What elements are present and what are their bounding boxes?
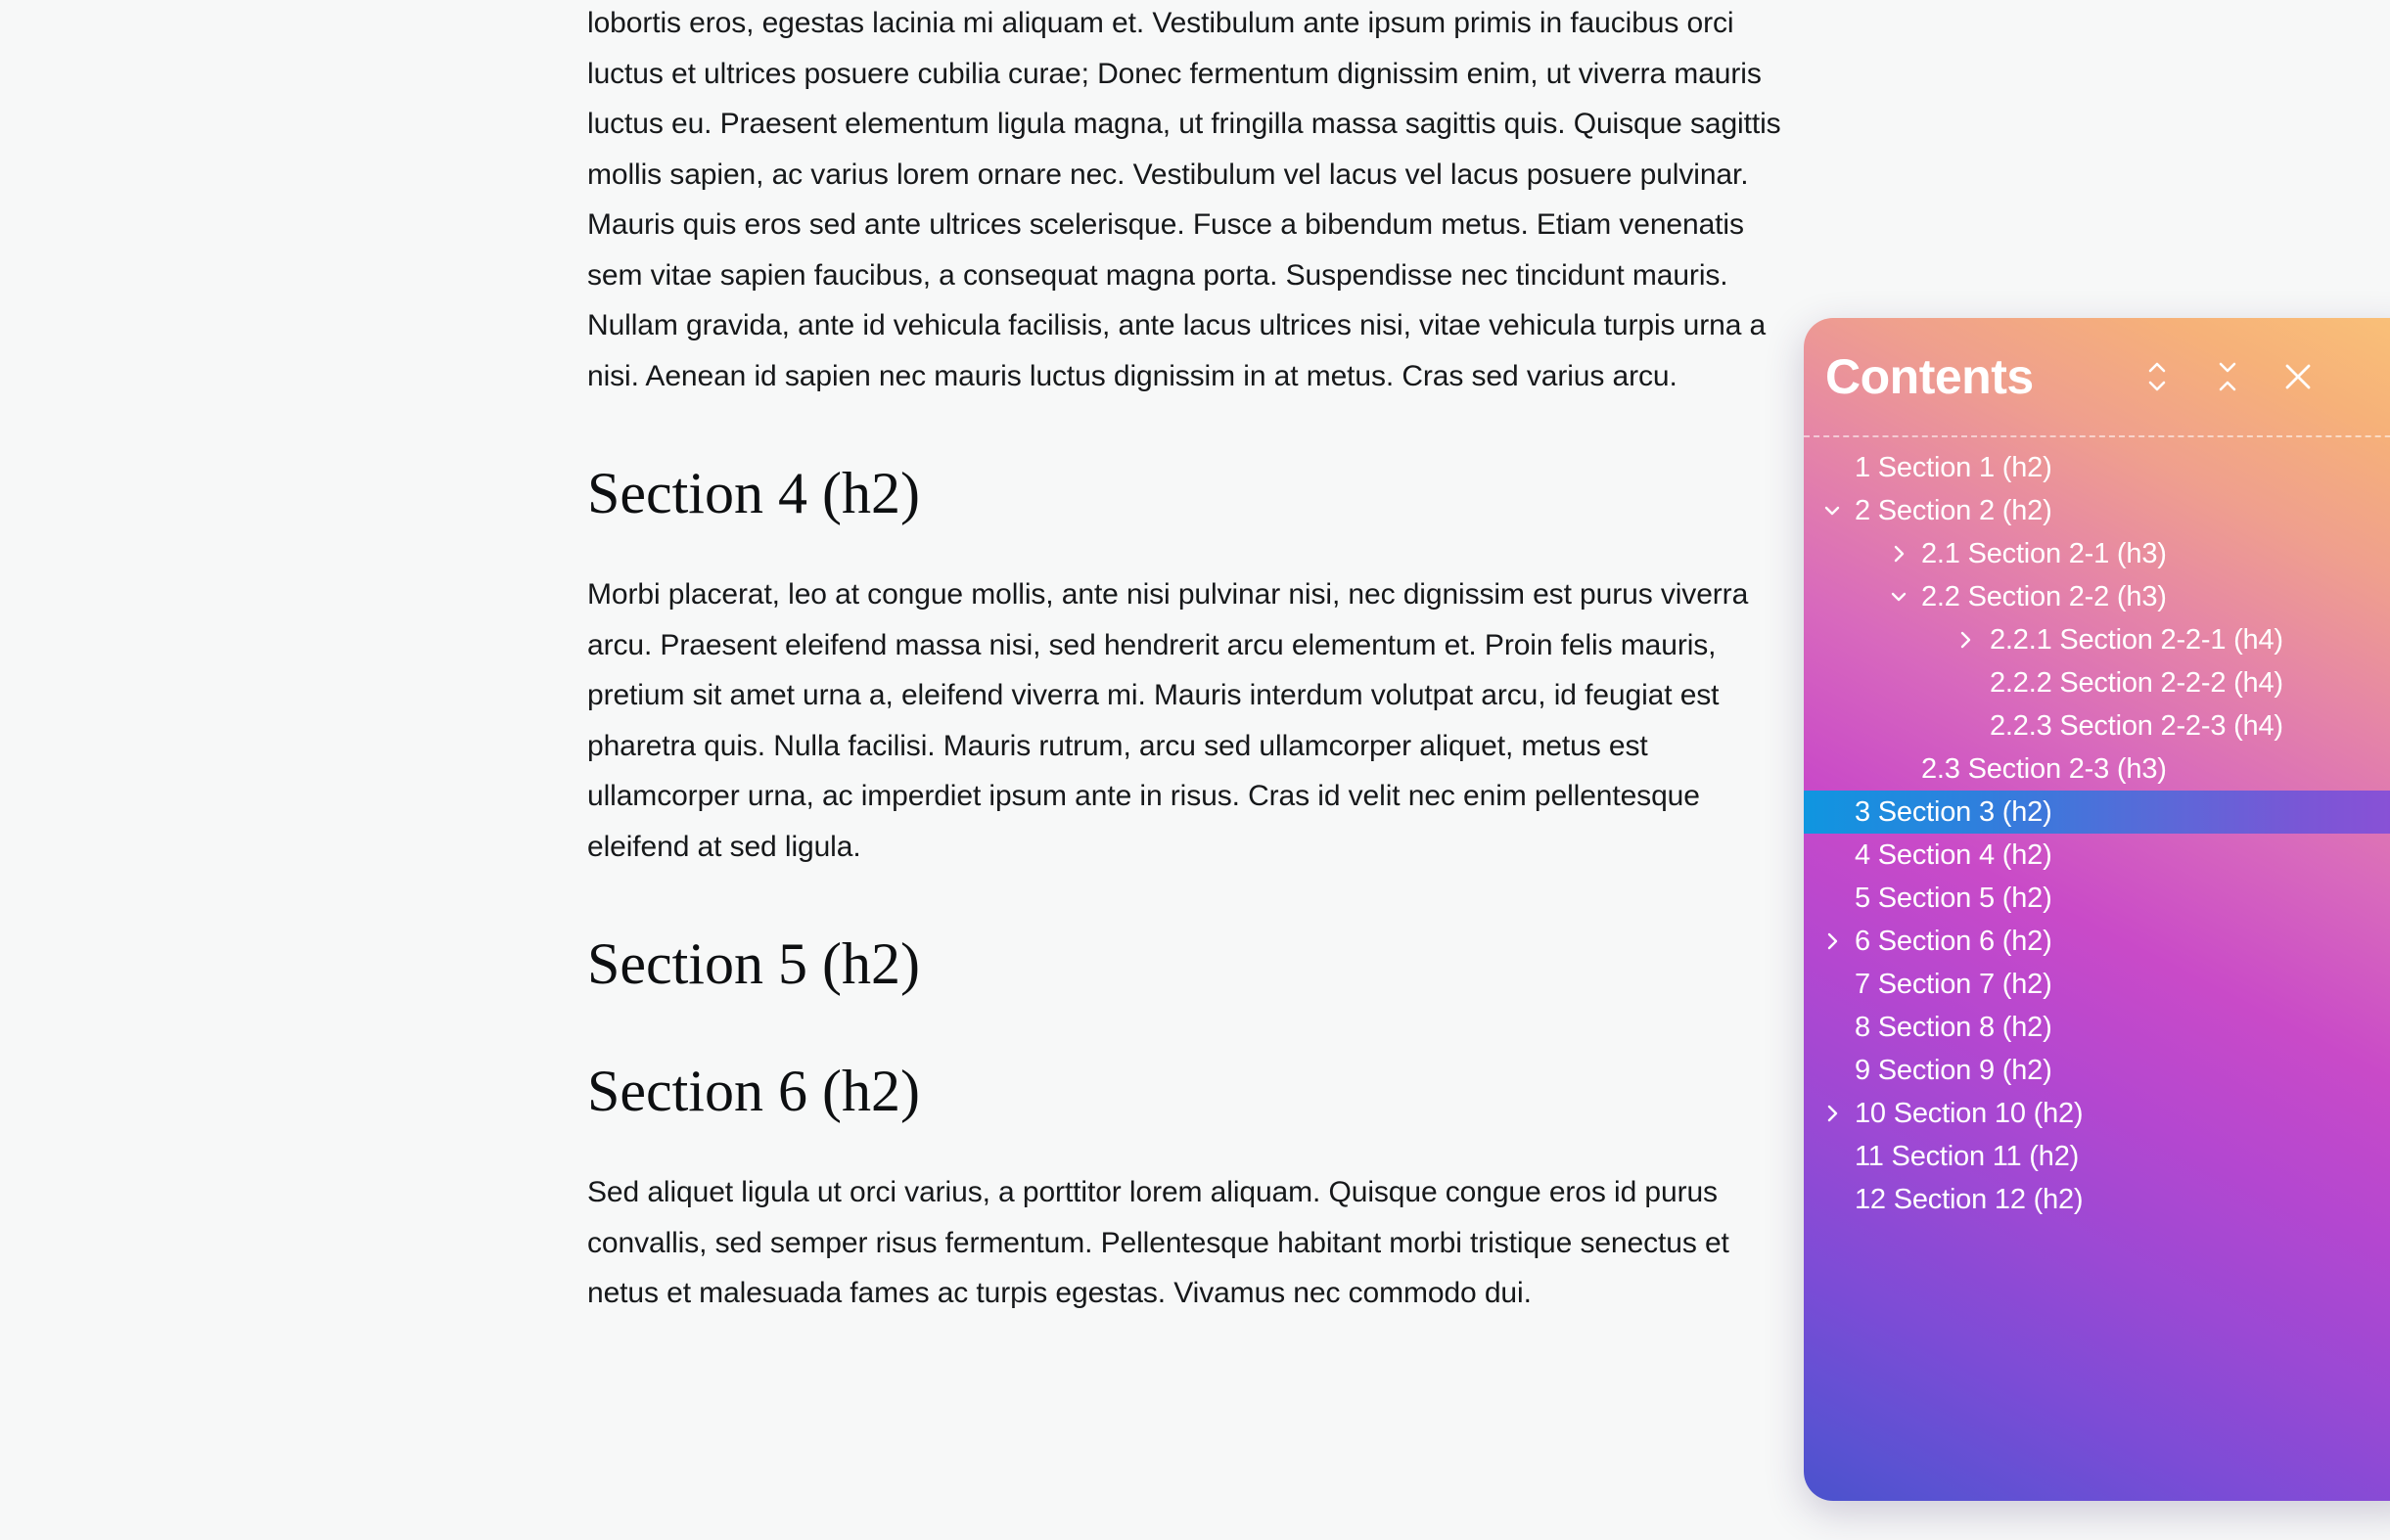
toc-list	[1804, 437, 2390, 1237]
toc-item-row	[1804, 1011, 2390, 1043]
document-paragraph: Sed aliquet ligula ut orci varius, a porttitor lorem aliquam. Quisque congue eros id purus convallis, sed semper risus fermentum. Pellentesque habitant morbi tristique senectus et netus et malesuada fames ac turpis egestas. Vivamus nec commodo dui.	[587, 1176, 1729, 1309]
toc-item[interactable]	[1804, 791, 2390, 834]
toc-item[interactable]	[1804, 920, 2390, 963]
toc-item[interactable]	[1804, 963, 2390, 1006]
toc-item[interactable]	[1804, 1135, 2390, 1178]
toc-item-label: 2 Section 2 (h2)	[1855, 494, 2052, 526]
toc-item[interactable]	[1804, 877, 2390, 920]
toc-item-row	[1804, 752, 2390, 785]
toc-item[interactable]	[1804, 532, 2390, 575]
toc-item-row	[1804, 623, 2390, 656]
close-icon	[2282, 361, 2314, 392]
toc-item-row	[1804, 925, 2390, 957]
chevron-right-icon[interactable]	[1819, 929, 1845, 954]
toc-item-label: 2.1 Section 2-1 (h3)	[1921, 537, 2167, 569]
toc-item-row	[1804, 1140, 2390, 1172]
toc-item-label: 5 Section 5 (h2)	[1855, 882, 2052, 914]
document-paragraph: Morbi placerat, leo at congue mollis, ante nisi pulvinar nisi, nec dignissim est purus viverra arcu. Praesent eleifend massa nisi, sed hendrerit arcu elementum et. Proin felis mauris, pretium sit amet urna a, eleifend viverra mi. Mauris interdum volutpat arcu, id feugiat est pharetra quis. Nulla facilisi. Mauris rutrum, arcu sed ullamcorper aliquet, metus est ullamcorper urna, ac imperdiet ipsum ante in risus. Cras id velit nec enim pellentesque eleifend at sed ligula.	[587, 578, 1749, 863]
toc-item-row	[1804, 884, 2390, 913]
toc-item[interactable]	[1804, 1049, 2390, 1092]
toc-item-label: 4 Section 4 (h2)	[1855, 838, 2052, 871]
toc-header[interactable]	[1804, 318, 2390, 435]
toc-item-label: 3 Section 3 (h2)	[1855, 795, 2052, 828]
chevron-down-up-icon	[2216, 360, 2239, 393]
toc-item[interactable]	[1804, 618, 2390, 661]
toc-item-row	[1804, 1054, 2390, 1086]
toc-item[interactable]	[1804, 704, 2390, 747]
chevron-up-down-icon	[2145, 360, 2169, 393]
collapse-all-button[interactable]	[2211, 356, 2244, 397]
close-button[interactable]	[2281, 356, 2315, 397]
document-heading: Section 5 (h2)	[587, 931, 920, 996]
document-paragraph: lobortis eros, egestas lacinia mi aliquam et. Vestibulum ante ipsum primis in faucibus orci luctus et ultrices posuere cubilia curae; Donec fermentum dignissim enim, ut viverra mauris luctus eu. Praesent elementum ligula magna, ut fringilla massa sagittis quis. Quisque sagittis mollis sapien, ac varius lorem ornare nec. Vestibulum vel lacus vel lacus posuere pulvinar. Mauris quis eros sed ante ultrices scelerisque. Fusce a bibendum metus. Etiam venenatis sem vitae sapien faucibus, a consequat magna porta. Suspendisse nec tincidunt mauris. Nullam gravida, ante id vehicula facilisis, ante lacus ultrices nisi, vitae vehicula turpis urna a nisi. Aenean id sapien nec mauris luctus dignissim in at metus. Cras sed varius arcu.	[587, 7, 1781, 392]
toc-item-label: 2.3 Section 2-3 (h3)	[1921, 752, 2167, 785]
chevron-right-icon[interactable]	[1819, 1101, 1845, 1126]
toc-item[interactable]	[1804, 747, 2390, 791]
toc-item-label: 2.2 Section 2-2 (h3)	[1921, 580, 2167, 612]
toc-item-label: 10 Section 10 (h2)	[1855, 1097, 2084, 1129]
document-heading: Section 6 (h2)	[587, 1059, 920, 1123]
toc-item-row	[1804, 838, 2390, 871]
toc-item-row	[1804, 666, 2390, 699]
table-of-contents-panel[interactable]	[1804, 318, 2390, 1501]
toc-item-row	[1804, 1097, 2390, 1129]
toc-item-row	[1804, 795, 2390, 828]
toc-item-label: 2.2.3 Section 2-2-3 (h4)	[1990, 709, 2283, 742]
toc-item[interactable]	[1804, 1006, 2390, 1049]
toc-item-row	[1804, 494, 2390, 526]
toc-item-label: 11 Section 11 (h2)	[1855, 1140, 2080, 1172]
toc-item-label: 12 Section 12 (h2)	[1855, 1183, 2084, 1215]
chevron-right-icon[interactable]	[1953, 627, 1978, 653]
toc-item[interactable]	[1804, 834, 2390, 877]
toc-item[interactable]	[1804, 661, 2390, 704]
toc-item-label: 1 Section 1 (h2)	[1855, 451, 2052, 483]
chevron-down-icon[interactable]	[1819, 498, 1845, 523]
toc-item[interactable]	[1804, 489, 2390, 532]
toc-item-row	[1804, 968, 2390, 1000]
chevron-down-icon[interactable]	[1886, 584, 1911, 610]
toc-item[interactable]	[1804, 446, 2390, 489]
toc-item[interactable]	[1804, 1178, 2390, 1221]
toc-item-label: 9 Section 9 (h2)	[1855, 1054, 2052, 1086]
toc-title: Contents	[1825, 349, 2034, 404]
document-content	[587, 0, 1811, 1319]
toc-item-row	[1804, 451, 2390, 483]
toc-item-label: 7 Section 7 (h2)	[1855, 968, 2052, 1000]
toc-header-actions	[2140, 356, 2315, 397]
toc-item-row	[1804, 1183, 2390, 1215]
toc-item-label: 8 Section 8 (h2)	[1855, 1011, 2052, 1043]
toc-item[interactable]	[1804, 1092, 2390, 1135]
toc-item-label: 2.2.1 Section 2-2-1 (h4)	[1990, 623, 2283, 656]
toc-item[interactable]	[1804, 575, 2390, 618]
toc-item-label: 6 Section 6 (h2)	[1855, 925, 2052, 957]
expand-all-button[interactable]	[2140, 356, 2174, 397]
chevron-right-icon[interactable]	[1886, 541, 1911, 566]
document-heading: Section 4 (h2)	[587, 461, 920, 525]
toc-item-label: 2.2.2 Section 2-2-2 (h4)	[1990, 666, 2283, 699]
toc-item-row	[1804, 709, 2390, 742]
